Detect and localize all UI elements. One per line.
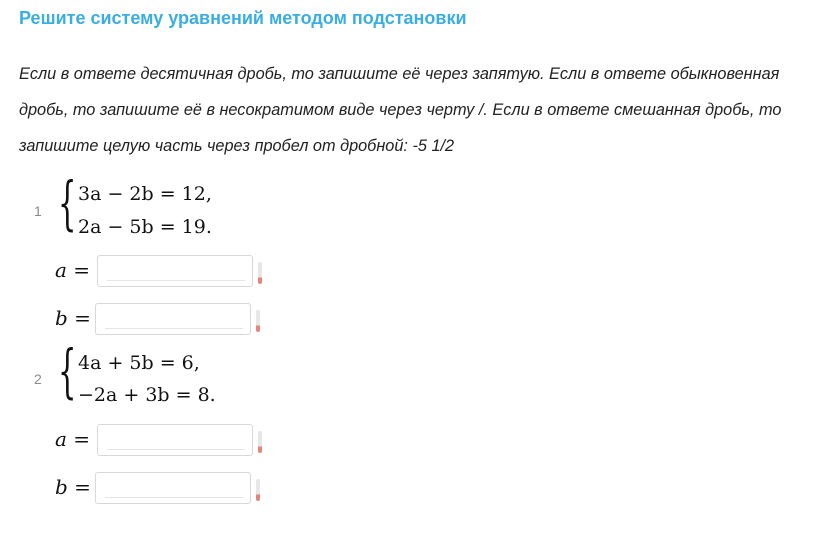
- status-indicator: [256, 479, 260, 501]
- system-brace: {: [58, 169, 77, 237]
- input-underline: [107, 280, 245, 281]
- answer-input-b[interactable]: [95, 303, 251, 335]
- answer-label-b: b =: [55, 306, 91, 330]
- answer-input-a[interactable]: [97, 424, 253, 456]
- answer-label-a: a =: [55, 427, 91, 451]
- equation-1: 3a − 2b = 12,: [78, 183, 212, 205]
- answer-input-a[interactable]: [97, 255, 253, 287]
- answer-label-b: b =: [55, 475, 91, 499]
- answer-input-b[interactable]: [95, 472, 251, 504]
- equation-1: 4a + 5b = 6,: [78, 352, 200, 374]
- input-underline: [107, 449, 245, 450]
- status-indicator: [258, 262, 262, 284]
- status-indicator: [258, 431, 262, 453]
- answer-label-a: a =: [55, 258, 91, 282]
- equation-2: 2a − 5b = 19.: [78, 216, 212, 238]
- status-indicator: [256, 310, 260, 332]
- input-underline: [105, 328, 243, 329]
- instruction-text: Если в ответе десятичная дробь, то запишите её через запятую. Если в ответе обыкновенная дробь, то запишите её в несократимом виде через черту /. Если в ответе смешанная дробь, то запишите целую часть через пробел от дробной: -5 1/2: [19, 65, 782, 155]
- input-underline: [105, 497, 243, 498]
- task-number: 1: [34, 203, 42, 219]
- equation-2: −2a + 3b = 8.: [78, 384, 216, 406]
- task-number: 2: [34, 371, 42, 387]
- system-brace: {: [58, 337, 77, 405]
- page-title: Решите систему уравнений методом подстановки: [19, 8, 467, 28]
